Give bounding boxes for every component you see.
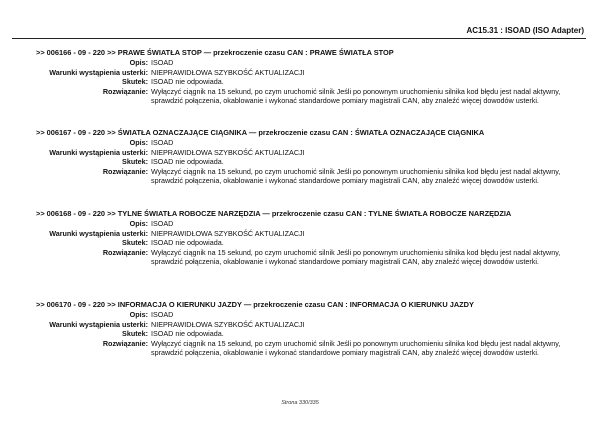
label-skutek: Skutek: — [122, 238, 148, 247]
label-warunki: Warunki wystąpienia usterki: — [49, 147, 148, 157]
value-opis: ISOAD — [151, 310, 174, 319]
row-rozwiazanie — [44, 248, 584, 267]
value-skutek: ISOAD nie odpowiada. — [151, 238, 224, 247]
fault-title: >> 006166 - 09 - 220 >> PRAWE ŚWIATŁA STOP — przekroczenie czasu CAN : PRAWE ŚWIATŁA STOP — [36, 48, 394, 57]
header-divider — [12, 38, 586, 39]
value-opis: ISOAD — [151, 58, 174, 67]
row-skutek — [44, 157, 584, 167]
row-opis — [44, 58, 584, 68]
row-warunki — [44, 320, 584, 330]
label-skutek: Skutek: — [122, 157, 148, 166]
value-skutek: ISOAD nie odpowiada. — [151, 77, 224, 86]
value-skutek: ISOAD nie odpowiada. — [151, 157, 224, 166]
row-skutek — [44, 238, 584, 248]
value-rozwiazanie: Wyłączyć ciągnik na 15 sekund, po czym uruchomić silnik Jeśli po ponownym uruchomieniu silnika kod błędu jest nadal aktywny, sprawdzić połączenia, okablowanie i wykonać standardowe pomiary magistrali CAN, aby znaleźć więcej dowodów usterki. — [151, 338, 561, 357]
fault-entry — [36, 48, 584, 106]
label-warunki: Warunki wystąpienia usterki: — [49, 67, 148, 77]
value-warunki: NIEPRAWIDŁOWA SZYBKOŚĆ AKTUALIZACJI — [151, 67, 305, 77]
row-skutek — [44, 329, 584, 339]
value-warunki: NIEPRAWIDŁOWA SZYBKOŚĆ AKTUALIZACJI — [151, 228, 305, 238]
row-warunki — [44, 68, 584, 78]
value-skutek: ISOAD nie odpowiada. — [151, 329, 224, 338]
value-warunki: NIEPRAWIDŁOWA SZYBKOŚĆ AKTUALIZACJI — [151, 319, 305, 329]
label-rozwiazanie: Rozwiązanie: — [102, 247, 148, 257]
label-skutek: Skutek: — [122, 329, 148, 338]
label-rozwiazanie: Rozwiązanie: — [102, 166, 148, 176]
label-opis: Opis: — [129, 310, 148, 319]
value-opis: ISOAD — [151, 219, 174, 228]
row-warunki — [44, 229, 584, 239]
page-number: Strona 330/335 — [281, 400, 319, 406]
row-rozwiazanie — [44, 87, 584, 106]
label-opis: Opis: — [129, 58, 148, 67]
label-warunki: Warunki wystąpienia usterki: — [49, 228, 148, 238]
value-warunki: NIEPRAWIDŁOWA SZYBKOŚĆ AKTUALIZACJI — [151, 147, 305, 157]
value-rozwiazanie: Wyłączyć ciągnik na 15 sekund, po czym uruchomić silnik Jeśli po ponownym uruchomieniu silnika kod błędu jest nadal aktywny, sprawdzić połączenia, okablowanie i wykonać standardowe pomiary magistrali CAN, aby znaleźć więcej dowodów usterki. — [151, 86, 561, 105]
label-opis: Opis: — [129, 138, 148, 147]
page-header-title: AC15.31 : ISOAD (ISO Adapter) — [466, 26, 584, 35]
fault-entry — [36, 300, 584, 358]
fault-title: >> 006170 - 09 - 220 >> INFORMACJA O KIERUNKU JAZDY — przekroczenie czasu CAN : INFORMACJA O KIERUNKU JAZDY — [36, 300, 474, 309]
row-warunki — [44, 148, 584, 158]
fault-entry — [36, 209, 584, 267]
fault-entry — [36, 128, 584, 186]
label-opis: Opis: — [129, 219, 148, 228]
fault-title: >> 006168 - 09 - 220 >> TYLNE ŚWIATŁA ROBOCZE NARZĘDZIA — przekroczenie czasu CAN : TYLNE ŚWIATŁA ROBOCZE NARZĘDZIA — [36, 209, 512, 218]
row-skutek — [44, 77, 584, 87]
fault-title: >> 006167 - 09 - 220 >> ŚWIATŁA OZNACZAJĄCE CIĄGNIKA — przekroczenie czasu CAN : ŚWIATŁA OZNACZAJĄCE CIĄGNIKA — [36, 128, 485, 137]
value-opis: ISOAD — [151, 138, 174, 147]
row-opis — [44, 138, 584, 148]
value-rozwiazanie: Wyłączyć ciągnik na 15 sekund, po czym uruchomić silnik Jeśli po ponownym uruchomieniu silnika kod błędu jest nadal aktywny, sprawdzić połączenia, okablowanie i wykonać standardowe pomiary magistrali CAN, aby znaleźć więcej dowodów usterki. — [151, 166, 561, 185]
label-rozwiazanie: Rozwiązanie: — [102, 86, 148, 96]
label-rozwiazanie: Rozwiązanie: — [102, 338, 148, 348]
row-opis — [44, 310, 584, 320]
value-rozwiazanie: Wyłączyć ciągnik na 15 sekund, po czym uruchomić silnik Jeśli po ponownym uruchomieniu silnika kod błędu jest nadal aktywny, sprawdzić połączenia, okablowanie i wykonać standardowe pomiary magistrali CAN, aby znaleźć więcej dowodów usterki. — [151, 247, 561, 266]
row-rozwiazanie — [44, 167, 584, 186]
label-warunki: Warunki wystąpienia usterki: — [49, 319, 148, 329]
row-rozwiazanie — [44, 339, 584, 358]
label-skutek: Skutek: — [122, 77, 148, 86]
row-opis — [44, 219, 584, 229]
